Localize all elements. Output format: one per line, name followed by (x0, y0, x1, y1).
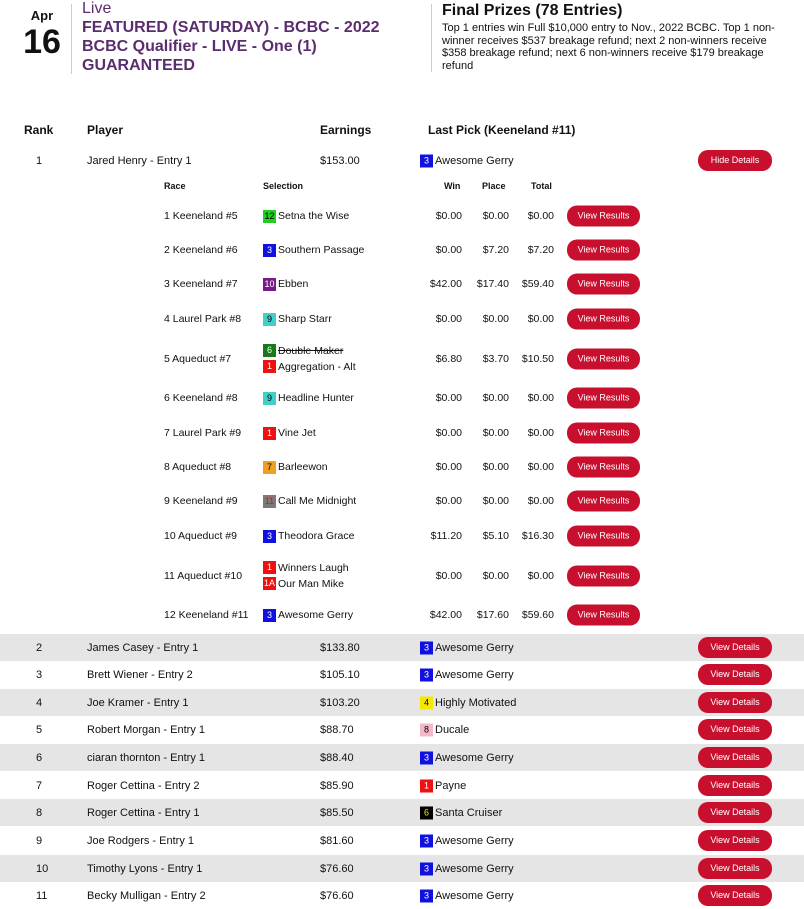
horse-name: Awesome Gerry (435, 889, 514, 902)
horse-name: Call Me Midnight (278, 495, 357, 507)
win-amount: $0.00 (435, 427, 462, 439)
rank: 3 (36, 668, 43, 681)
program-number-badge: 3 (420, 834, 433, 847)
place-amount: $0.00 (482, 569, 509, 582)
detail-header-selection: Selection (263, 181, 304, 191)
view-results-button[interactable]: View Results (567, 309, 640, 330)
selection-entry (263, 560, 349, 576)
program-number-badge: 6 (420, 806, 433, 819)
rank: 10 (36, 862, 49, 875)
contest-header (0, 0, 804, 80)
rank: 9 (36, 834, 43, 847)
race-row (0, 381, 804, 415)
view-results-button[interactable]: View Results (567, 388, 640, 409)
horse-name: Awesome Gerry (435, 862, 514, 875)
view-details-button[interactable]: View Details (698, 719, 772, 740)
view-details-button[interactable]: View Details (698, 692, 772, 713)
place-amount: $17.60 (476, 609, 509, 621)
race-name: 6 Keeneland #8 (164, 392, 238, 404)
selection-entry (263, 528, 354, 544)
program-number-badge: 1 (263, 561, 276, 574)
earnings: $133.80 (320, 641, 360, 654)
program-number-badge: 3 (263, 530, 276, 543)
place-amount: $3.70 (482, 352, 509, 365)
horse-name: Awesome Gerry (435, 834, 514, 847)
rank: 6 (36, 751, 43, 764)
program-number-badge: 4 (420, 696, 433, 709)
total-amount: $59.60 (521, 609, 554, 621)
place-amount: $0.00 (482, 313, 509, 325)
selection-entry (263, 576, 349, 592)
race-name: 3 Keeneland #7 (164, 278, 238, 290)
win-amount: $0.00 (435, 313, 462, 325)
column-header-player: Player (87, 123, 124, 137)
rank: 1 (36, 154, 43, 167)
column-header-rank: Rank (24, 123, 54, 137)
player-name: Roger Cettina - Entry 1 (87, 806, 200, 819)
table-row (0, 772, 804, 799)
view-details-button[interactable]: View Details (698, 775, 772, 796)
win-amount: $6.80 (435, 352, 462, 365)
view-results-button[interactable]: View Results (567, 423, 640, 444)
last-pick (420, 834, 514, 847)
last-pick (420, 779, 466, 792)
rank: 5 (36, 723, 43, 736)
final-prizes (442, 2, 792, 72)
program-number-badge: 1 (420, 779, 433, 792)
event-status: Live (82, 0, 112, 17)
player-name: Timothy Lyons - Entry 1 (87, 862, 203, 875)
selection-entry (263, 276, 308, 292)
selection (263, 242, 364, 258)
earnings: $76.60 (320, 862, 354, 875)
view-results-button[interactable]: View Results (567, 348, 640, 369)
race-name: 7 Laurel Park #9 (164, 427, 242, 439)
place-amount: $17.40 (476, 278, 509, 290)
horse-name: Barleewon (278, 461, 328, 473)
win-amount: $0.00 (435, 244, 462, 256)
place-amount: $0.00 (482, 461, 509, 473)
view-results-button[interactable]: View Results (567, 206, 640, 227)
horse-name: Sharp Starr (278, 313, 332, 325)
table-row (0, 661, 804, 688)
win-amount: $0.00 (435, 392, 462, 404)
total-amount: $0.00 (527, 495, 554, 507)
selection (263, 560, 349, 592)
hide-details-button[interactable]: Hide Details (698, 150, 772, 171)
table-row (0, 744, 804, 771)
earnings: $88.40 (320, 751, 354, 764)
win-amount: $11.20 (430, 530, 462, 542)
horse-name: Santa Cruiser (435, 806, 503, 819)
race-row (0, 336, 804, 381)
selection-entry (263, 425, 316, 441)
program-number-badge: 3 (263, 244, 276, 257)
horse-name: Winners Laugh (278, 561, 349, 574)
player-name: ciaran thornton - Entry 1 (87, 751, 206, 764)
rank: 4 (36, 696, 43, 709)
selection-entry (263, 607, 353, 623)
total-amount: $7.20 (527, 244, 554, 256)
win-amount: $0.00 (435, 461, 462, 473)
selection (263, 607, 353, 623)
selection-entry (263, 359, 356, 375)
player-name: Roger Cettina - Entry 2 (87, 779, 200, 792)
race-row (0, 267, 804, 301)
place-amount: $0.00 (482, 427, 509, 439)
selection-entry (263, 459, 328, 475)
win-amount: $0.00 (435, 569, 462, 582)
earnings: $85.50 (320, 806, 354, 819)
view-results-button[interactable]: View Results (567, 565, 640, 586)
view-results-button[interactable]: View Results (567, 457, 640, 478)
horse-name: Headline Hunter (278, 392, 354, 404)
rank: 2 (36, 641, 43, 654)
view-details-button[interactable]: View Details (698, 858, 772, 879)
program-number-badge: 8 (420, 723, 433, 736)
view-details-button[interactable]: View Details (698, 637, 772, 658)
detail-header-win: Win (444, 181, 461, 191)
horse-name: Awesome Gerry (435, 641, 514, 654)
win-amount: $0.00 (435, 495, 462, 507)
horse-name: Awesome Gerry (435, 668, 514, 681)
place-amount: $5.10 (482, 530, 509, 542)
table-row (0, 855, 804, 882)
horse-name: Vine Jet (278, 427, 316, 439)
total-amount: $0.00 (527, 461, 554, 473)
program-number-badge: 3 (263, 609, 276, 622)
earnings: $76.60 (320, 889, 354, 902)
horse-name: Ducale (435, 723, 470, 736)
player-name: Becky Mulligan - Entry 2 (87, 889, 206, 902)
program-number-badge: 3 (420, 751, 433, 764)
program-number-badge: 11 (264, 495, 275, 506)
race-name: 8 Aqueduct #8 (164, 461, 232, 473)
race-name: 5 Aqueduct #7 (164, 352, 232, 365)
horse-name: Southern Passage (278, 244, 365, 256)
selection-entry (263, 493, 356, 509)
race-name: 10 Aqueduct #9 (164, 530, 237, 542)
program-number-badge: 6 (263, 344, 276, 357)
last-pick (420, 154, 514, 167)
race-row (0, 450, 804, 484)
selection (263, 276, 308, 292)
total-amount: $10.50 (521, 352, 554, 365)
race-name: 11 Aqueduct #10 (164, 569, 243, 582)
race-row (0, 199, 804, 233)
program-number-badge: 1 (263, 360, 276, 373)
selection (263, 425, 316, 441)
table-row (0, 882, 804, 909)
program-number-badge: 9 (263, 313, 276, 326)
race-row (0, 416, 804, 450)
selection-entry (263, 343, 356, 359)
program-number-badge: 1 (263, 427, 276, 440)
event-title: FEATURED (SATURDAY) - BCBC - 2022 BCBC Qualifier - LIVE - One (1) GUARANTEED (82, 19, 380, 74)
table-row (0, 689, 804, 716)
view-details-button[interactable]: View Details (698, 885, 772, 906)
race-row (0, 519, 804, 553)
horse-name: Awesome Gerry (435, 751, 514, 764)
place-amount: $0.00 (482, 210, 509, 222)
prizes-title: Final Prizes (78 Entries) (442, 2, 623, 19)
program-number-badge: 9 (263, 392, 276, 405)
program-number-badge: 10 (264, 278, 275, 289)
table-row (0, 827, 804, 854)
detail-header-place: Place (482, 181, 506, 191)
total-amount: $0.00 (527, 392, 554, 404)
earnings: $153.00 (320, 154, 360, 167)
divider (431, 4, 432, 72)
last-pick (420, 723, 469, 736)
view-results-button[interactable]: View Results (567, 526, 640, 547)
selection (263, 459, 328, 475)
place-amount: $0.00 (482, 392, 509, 404)
race-row (0, 553, 804, 598)
horse-name: Aggregation - Alt (278, 360, 356, 373)
column-header-last-pick: Last Pick (Keeneland #11) (428, 123, 576, 137)
view-results-button[interactable]: View Results (567, 605, 640, 626)
column-header-earnings: Earnings (320, 123, 372, 137)
selection-entry (263, 208, 349, 224)
race-name: 4 Laurel Park #8 (164, 313, 242, 325)
program-number-badge: 12 (264, 210, 275, 221)
player-name: Robert Morgan - Entry 1 (87, 723, 205, 736)
selection (263, 208, 349, 224)
race-name: 1 Keeneland #5 (164, 210, 238, 222)
earnings: $103.20 (320, 696, 360, 709)
win-amount: $42.00 (429, 278, 462, 290)
horse-name: Our Man Mike (278, 577, 344, 590)
horse-name: Highly Motivated (435, 696, 517, 709)
total-amount: $59.40 (521, 278, 554, 290)
race-name: 2 Keeneland #6 (164, 244, 238, 256)
program-number-badge: 3 (420, 668, 433, 681)
win-amount: $42.00 (429, 609, 462, 621)
win-amount: $0.00 (435, 210, 462, 222)
selection (263, 311, 332, 327)
place-amount: $0.00 (482, 495, 509, 507)
total-amount: $0.00 (527, 569, 554, 582)
player-name: Joe Rodgers - Entry 1 (87, 834, 194, 847)
selection (263, 493, 356, 509)
view-details-button[interactable]: View Details (698, 747, 772, 768)
player-name: Joe Kramer - Entry 1 (87, 696, 189, 709)
earnings: $85.90 (320, 779, 354, 792)
total-amount: $0.00 (527, 210, 554, 222)
view-results-button[interactable]: View Results (567, 491, 640, 512)
horse-name: Awesome Gerry (278, 609, 354, 621)
prizes-description: Top 1 entries win Full $10,000 entry to Nov., 2022 BCBC. Top 1 non-winner receives $537 breakage refund; next 2 non-winners receive $358 breakage refund; next 6 non-winners receive $179 breakage refund (442, 22, 775, 72)
earnings: $81.60 (320, 834, 354, 847)
player-name: James Casey - Entry 1 (87, 641, 199, 654)
player-name: Jared Henry - Entry 1 (87, 154, 192, 167)
horse-name: Theodora Grace (278, 530, 355, 542)
rank: 11 (36, 889, 48, 902)
selection-entry (263, 390, 354, 406)
view-details-button[interactable]: View Details (698, 830, 772, 851)
selection (263, 528, 354, 544)
player-name: Brett Wiener - Entry 2 (87, 668, 193, 681)
table-row (0, 634, 804, 661)
program-number-badge: 3 (420, 154, 433, 167)
last-pick (420, 641, 514, 654)
race-row (0, 302, 804, 336)
table-row (0, 799, 804, 826)
view-results-button[interactable]: View Results (567, 274, 640, 295)
last-pick (420, 751, 514, 764)
divider (71, 4, 72, 74)
selection (263, 343, 356, 375)
view-details-button[interactable]: View Details (698, 802, 772, 823)
total-amount: $0.00 (527, 427, 554, 439)
horse-name: Payne (435, 779, 467, 792)
horse-name: Setna the Wise (278, 210, 350, 222)
race-row (0, 598, 804, 632)
earnings: $88.70 (320, 723, 354, 736)
selection-entry (263, 311, 332, 327)
race-name: 12 Keeneland #11 (164, 609, 249, 621)
rank: 7 (36, 779, 43, 792)
standings-row-expanded (0, 147, 804, 174)
horse-name: Ebben (278, 278, 309, 290)
program-number-badge: 3 (420, 862, 433, 875)
total-amount: $0.00 (527, 313, 554, 325)
race-row (0, 484, 804, 518)
date-month: Apr (30, 8, 54, 23)
table-row (0, 716, 804, 743)
selection (263, 390, 354, 406)
place-amount: $7.20 (482, 244, 509, 256)
last-pick (420, 696, 516, 709)
horse-name: Awesome Gerry (435, 154, 514, 167)
event-info (82, 0, 412, 75)
detail-header-total: Total (531, 181, 552, 191)
detail-header-race: Race (164, 181, 186, 191)
last-pick (420, 806, 502, 819)
date-block (20, 8, 64, 59)
selection-entry (263, 242, 364, 258)
race-name: 9 Keeneland #9 (164, 495, 238, 507)
last-pick (420, 668, 514, 681)
program-number-badge: 3 (420, 641, 433, 654)
view-details-button[interactable]: View Details (698, 664, 772, 685)
last-pick (420, 862, 514, 875)
view-results-button[interactable]: View Results (567, 240, 640, 261)
last-pick (420, 889, 514, 902)
rank: 8 (36, 806, 43, 819)
date-day: 16 (23, 23, 61, 61)
program-number-badge: 1A (263, 578, 275, 589)
program-number-badge: 7 (263, 461, 276, 474)
total-amount: $16.30 (521, 530, 554, 542)
earnings: $105.10 (320, 668, 360, 681)
program-number-badge: 3 (420, 889, 433, 902)
horse-name: Double Maker (278, 344, 344, 357)
race-row (0, 233, 804, 267)
